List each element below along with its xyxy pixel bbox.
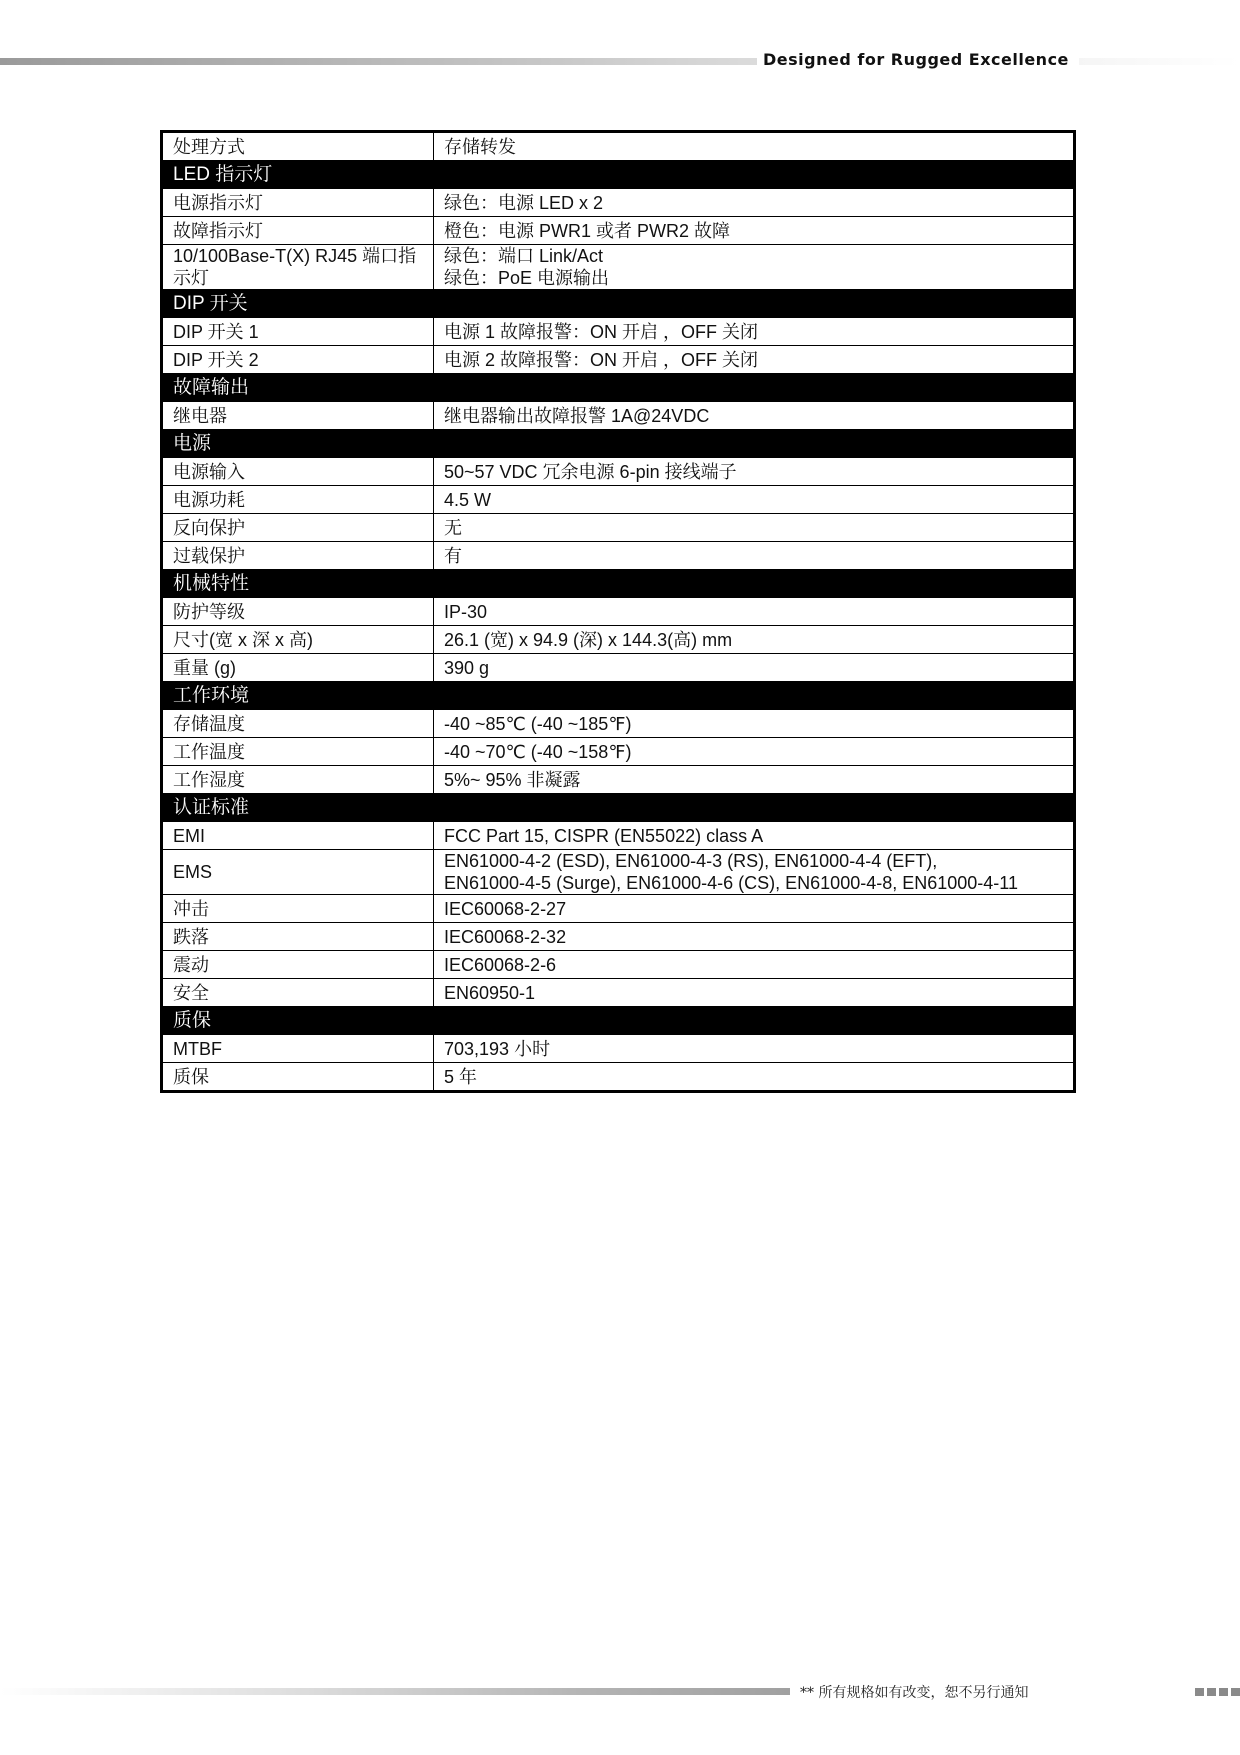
- spec-value: 绿色：电源 LED x 2: [434, 189, 1075, 217]
- spec-label: 10/100Base-T(X) RJ45 端口指示灯: [162, 245, 434, 290]
- decor-square: [1207, 1688, 1216, 1696]
- section-header-row: [162, 794, 1075, 822]
- decor-square: [1231, 1688, 1240, 1696]
- spec-row: [162, 654, 1075, 682]
- spec-value: IEC60068-2-32: [434, 923, 1075, 951]
- spec-value: 电源 1 故障报警：ON 开启 ，OFF 关闭: [434, 318, 1075, 346]
- spec-label: 电源功耗: [162, 486, 434, 514]
- section-title: 电源: [162, 430, 434, 458]
- section-header-row: [162, 374, 1075, 402]
- spec-row: [162, 710, 1075, 738]
- spec-value: FCC Part 15, CISPR (EN55022) class A: [434, 822, 1075, 850]
- spec-label: 电源输入: [162, 458, 434, 486]
- footer-disclaimer: ** 所有规格如有改变，恕不另行通知: [800, 1685, 1029, 1701]
- spec-row: [162, 346, 1075, 374]
- spec-value: EN60950-1: [434, 979, 1075, 1007]
- spec-row: [162, 979, 1075, 1007]
- decor-square: [1195, 1688, 1204, 1696]
- spec-table-body: [162, 132, 1075, 1092]
- spec-label: 尺寸(宽 x 深 x 高): [162, 626, 434, 654]
- spec-row: [162, 1063, 1075, 1092]
- spec-table: [160, 130, 1076, 1093]
- spec-label: 反向保护: [162, 514, 434, 542]
- spec-value: 继电器输出故障报警 1A@24VDC: [434, 402, 1075, 430]
- spec-label: 故障指示灯: [162, 217, 434, 245]
- spec-value: IP-30: [434, 598, 1075, 626]
- footer-gradient-bar: [0, 1688, 790, 1695]
- section-filler: [434, 161, 1075, 189]
- spec-row: [162, 245, 1075, 290]
- section-title: 故障输出: [162, 374, 434, 402]
- section-title: 认证标准: [162, 794, 434, 822]
- section-title: DIP 开关: [162, 290, 434, 318]
- spec-row: [162, 514, 1075, 542]
- spec-label: 过载保护: [162, 542, 434, 570]
- spec-value: 4.5 W: [434, 486, 1075, 514]
- spec-value: 橙色：电源 PWR1 或者 PWR2 故障: [434, 217, 1075, 245]
- spec-label: 震动: [162, 951, 434, 979]
- spec-value: 26.1 (宽) x 94.9 (深) x 144.3(高) mm: [434, 626, 1075, 654]
- spec-value: 390 g: [434, 654, 1075, 682]
- spec-row: [162, 542, 1075, 570]
- section-title: 工作环境: [162, 682, 434, 710]
- section-filler: [434, 290, 1075, 318]
- spec-row: [162, 822, 1075, 850]
- spec-value: 5 年: [434, 1063, 1075, 1092]
- spec-label: 工作温度: [162, 738, 434, 766]
- spec-value: IEC60068-2-27: [434, 895, 1075, 923]
- spec-row: [162, 951, 1075, 979]
- spec-row: [162, 458, 1075, 486]
- spec-label: DIP 开关 1: [162, 318, 434, 346]
- spec-value: 无: [434, 514, 1075, 542]
- spec-value: 50~57 VDC 冗余电源 6-pin 接线端子: [434, 458, 1075, 486]
- spec-row: [162, 626, 1075, 654]
- section-filler: [434, 794, 1075, 822]
- spec-value: 703,193 小时: [434, 1035, 1075, 1063]
- spec-row: [162, 486, 1075, 514]
- spec-label: EMS: [162, 850, 434, 895]
- spec-label: 存储温度: [162, 710, 434, 738]
- spec-row: [162, 738, 1075, 766]
- spec-row: [162, 895, 1075, 923]
- section-header-row: [162, 161, 1075, 189]
- section-filler: [434, 570, 1075, 598]
- spec-value: 有: [434, 542, 1075, 570]
- header-tagline: Designed for Rugged Excellence: [757, 50, 1079, 69]
- spec-value: -40 ~85℃ (-40 ~185℉): [434, 710, 1075, 738]
- decor-square: [1219, 1688, 1228, 1696]
- spec-label: 质保: [162, 1063, 434, 1092]
- spec-value: -40 ~70℃ (-40 ~158℉): [434, 738, 1075, 766]
- section-header-row: [162, 570, 1075, 598]
- spec-row: [162, 923, 1075, 951]
- spec-label: MTBF: [162, 1035, 434, 1063]
- spec-label: 工作湿度: [162, 766, 434, 794]
- section-header-row: [162, 1007, 1075, 1035]
- spec-row: [162, 850, 1075, 895]
- section-title: LED 指示灯: [162, 161, 434, 189]
- spec-label: 重量 (g): [162, 654, 434, 682]
- spec-value: EN61000-4-2 (ESD), EN61000-4-3 (RS), EN61000-4-4 (EFT), EN61000-4-5 (Surge), EN61000-4-6 (CS), EN61000-4-8, EN61000-4-11: [434, 850, 1075, 895]
- spec-label: 冲击: [162, 895, 434, 923]
- spec-label: 跌落: [162, 923, 434, 951]
- spec-row: [162, 766, 1075, 794]
- spec-row: [162, 402, 1075, 430]
- section-title: 质保: [162, 1007, 434, 1035]
- spec-row: [162, 598, 1075, 626]
- footer-squares-decoration: [1195, 1688, 1240, 1696]
- section-filler: [434, 430, 1075, 458]
- spec-value: 存储转发: [434, 132, 1075, 161]
- spec-row: [162, 217, 1075, 245]
- spec-label: 继电器: [162, 402, 434, 430]
- spec-value: 电源 2 故障报警：ON 开启 ，OFF 关闭: [434, 346, 1075, 374]
- spec-value: 5%~ 95% 非凝露: [434, 766, 1075, 794]
- spec-label: EMI: [162, 822, 434, 850]
- spec-label: DIP 开关 2: [162, 346, 434, 374]
- spec-value: IEC60068-2-6: [434, 951, 1075, 979]
- spec-label: 安全: [162, 979, 434, 1007]
- spec-label: 电源指示灯: [162, 189, 434, 217]
- spec-label: 防护等级: [162, 598, 434, 626]
- spec-row: [162, 1035, 1075, 1063]
- section-filler: [434, 374, 1075, 402]
- section-header-row: [162, 682, 1075, 710]
- section-title: 机械特性: [162, 570, 434, 598]
- spec-label: 处理方式: [162, 132, 434, 161]
- spec-row: [162, 318, 1075, 346]
- spec-row: [162, 189, 1075, 217]
- section-header-row: [162, 290, 1075, 318]
- section-filler: [434, 682, 1075, 710]
- spec-value: 绿色：端口 Link/Act 绿色：PoE 电源输出: [434, 245, 1075, 290]
- section-header-row: [162, 430, 1075, 458]
- section-filler: [434, 1007, 1075, 1035]
- spec-row: [162, 132, 1075, 161]
